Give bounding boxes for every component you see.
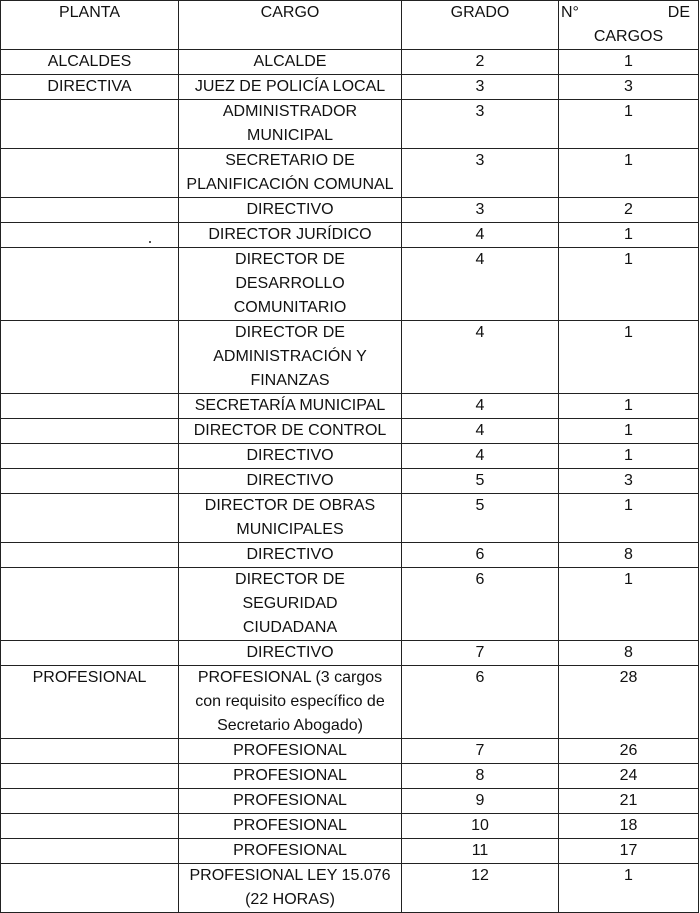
cell-grado: 9 — [402, 789, 559, 814]
table-row — [1, 641, 699, 666]
cell-grado: 4 — [402, 444, 559, 469]
cell-n: 8 — [559, 543, 699, 568]
cell-planta — [1, 198, 179, 223]
table-row — [1, 75, 699, 100]
cell-n: 8 — [559, 641, 699, 666]
cell-n: 1 — [559, 321, 699, 394]
cell-n: 3 — [559, 75, 699, 100]
cell-grado: 8 — [402, 764, 559, 789]
table-row — [1, 543, 699, 568]
cell-grado: 7 — [402, 739, 559, 764]
cell-cargo: PROFESIONAL — [179, 739, 402, 764]
table-row — [1, 149, 699, 198]
cell-planta — [1, 864, 179, 913]
cell-planta — [1, 321, 179, 394]
cell-grado: 6 — [402, 568, 559, 641]
cell-n: 2 — [559, 198, 699, 223]
cell-planta — [1, 568, 179, 641]
cell-cargo: ALCALDE — [179, 50, 402, 75]
cell-planta — [1, 814, 179, 839]
cell-cargo: DIRECTIVO — [179, 641, 402, 666]
cell-n: 21 — [559, 789, 699, 814]
cell-cargo: DIRECTOR DE SEGURIDAD CIUDADANA — [179, 568, 402, 641]
table-header-row — [1, 1, 699, 50]
header-planta: PLANTA — [1, 1, 179, 50]
cell-planta: PROFESIONAL — [1, 666, 179, 739]
cell-planta — [1, 494, 179, 543]
cell-cargo: DIRECTOR DE OBRAS MUNICIPALES — [179, 494, 402, 543]
cell-cargo: DIRECTIVO — [179, 198, 402, 223]
cell-planta — [1, 469, 179, 494]
cell-cargo: DIRECTIVO — [179, 444, 402, 469]
cell-n: 18 — [559, 814, 699, 839]
cell-cargo: PROFESIONAL — [179, 764, 402, 789]
cell-cargo: DIRECTOR JURÍDICO — [179, 223, 402, 248]
cell-cargo: PROFESIONAL — [179, 789, 402, 814]
cell-n: 1 — [559, 100, 699, 149]
cell-cargo: JUEZ DE POLICÍA LOCAL — [179, 75, 402, 100]
cell-n: 28 — [559, 666, 699, 739]
table-row — [1, 419, 699, 444]
cell-cargo: PROFESIONAL (3 cargos con requisito específico de Secretario Abogado) — [179, 666, 402, 739]
cell-n: 24 — [559, 764, 699, 789]
cell-n: 3 — [559, 469, 699, 494]
cell-n: 1 — [559, 494, 699, 543]
table-row — [1, 248, 699, 321]
header-n-symbol: N° — [561, 4, 579, 21]
table-row — [1, 814, 699, 839]
cell-grado: 3 — [402, 100, 559, 149]
table-row — [1, 568, 699, 641]
cell-n: 1 — [559, 444, 699, 469]
cell-grado: 5 — [402, 494, 559, 543]
table-row — [1, 839, 699, 864]
cell-planta: DIRECTIVA — [1, 75, 179, 100]
cell-planta — [1, 839, 179, 864]
cell-grado: 6 — [402, 666, 559, 739]
cell-grado: 2 — [402, 50, 559, 75]
cell-grado: 11 — [402, 839, 559, 864]
header-n-cargos-label: CARGOS — [593, 28, 664, 45]
header-grado: GRADO — [402, 1, 559, 50]
table-row — [1, 494, 699, 543]
cell-planta — [1, 444, 179, 469]
cell-n: 1 — [559, 419, 699, 444]
cell-n: 1 — [559, 149, 699, 198]
table-row — [1, 864, 699, 913]
table-row — [1, 764, 699, 789]
table-row — [1, 469, 699, 494]
cell-grado: 3 — [402, 75, 559, 100]
cell-grado: 4 — [402, 223, 559, 248]
cell-cargo: SECRETARÍA MUNICIPAL — [179, 394, 402, 419]
header-n-de: DE — [667, 4, 690, 21]
cell-n: 1 — [559, 394, 699, 419]
cell-cargo: DIRECTIVO — [179, 469, 402, 494]
cell-grado: 5 — [402, 469, 559, 494]
cell-planta — [1, 100, 179, 149]
scan-speck — [149, 241, 151, 243]
cell-n: 17 — [559, 839, 699, 864]
cell-planta — [1, 149, 179, 198]
cell-planta — [1, 789, 179, 814]
table-row — [1, 223, 699, 248]
cell-grado: 4 — [402, 419, 559, 444]
table-row — [1, 666, 699, 739]
cell-cargo: DIRECTOR DE CONTROL — [179, 419, 402, 444]
cell-grado: 3 — [402, 198, 559, 223]
cell-n: 1 — [559, 864, 699, 913]
cell-cargo: ADMINISTRADOR MUNICIPAL — [179, 100, 402, 149]
cell-grado: 4 — [402, 321, 559, 394]
cell-cargo: PROFESIONAL — [179, 839, 402, 864]
cell-planta — [1, 739, 179, 764]
cell-planta — [1, 641, 179, 666]
cell-n: 1 — [559, 223, 699, 248]
table-row — [1, 789, 699, 814]
table-row — [1, 50, 699, 75]
cell-cargo: SECRETARIO DE PLANIFICACIÓN COMUNAL — [179, 149, 402, 198]
table-row — [1, 198, 699, 223]
cell-n: 1 — [559, 248, 699, 321]
header-cargo: CARGO — [179, 1, 402, 50]
table-row — [1, 321, 699, 394]
cell-planta — [1, 764, 179, 789]
cell-cargo: PROFESIONAL LEY 15.076 (22 HORAS) — [179, 864, 402, 913]
cell-grado: 6 — [402, 543, 559, 568]
cell-n: 1 — [559, 568, 699, 641]
table-row — [1, 444, 699, 469]
table-row — [1, 739, 699, 764]
cell-n: 1 — [559, 50, 699, 75]
cell-cargo: DIRECTOR DE DESARROLLO COMUNITARIO — [179, 248, 402, 321]
cell-planta — [1, 419, 179, 444]
cell-planta — [1, 223, 179, 248]
header-n-cargos — [559, 1, 699, 50]
cell-grado: 7 — [402, 641, 559, 666]
table-row — [1, 100, 699, 149]
cell-n: 26 — [559, 739, 699, 764]
cell-grado: 3 — [402, 149, 559, 198]
cell-cargo: DIRECTIVO — [179, 543, 402, 568]
cell-grado: 4 — [402, 248, 559, 321]
cell-planta — [1, 394, 179, 419]
cell-grado: 4 — [402, 394, 559, 419]
table-row — [1, 394, 699, 419]
cell-planta — [1, 248, 179, 321]
cell-cargo: DIRECTOR DE ADMINISTRACIÓN Y FINANZAS — [179, 321, 402, 394]
cell-grado: 10 — [402, 814, 559, 839]
cell-cargo: PROFESIONAL — [179, 814, 402, 839]
cell-grado: 12 — [402, 864, 559, 913]
cell-planta — [1, 543, 179, 568]
cell-planta: ALCALDES — [1, 50, 179, 75]
